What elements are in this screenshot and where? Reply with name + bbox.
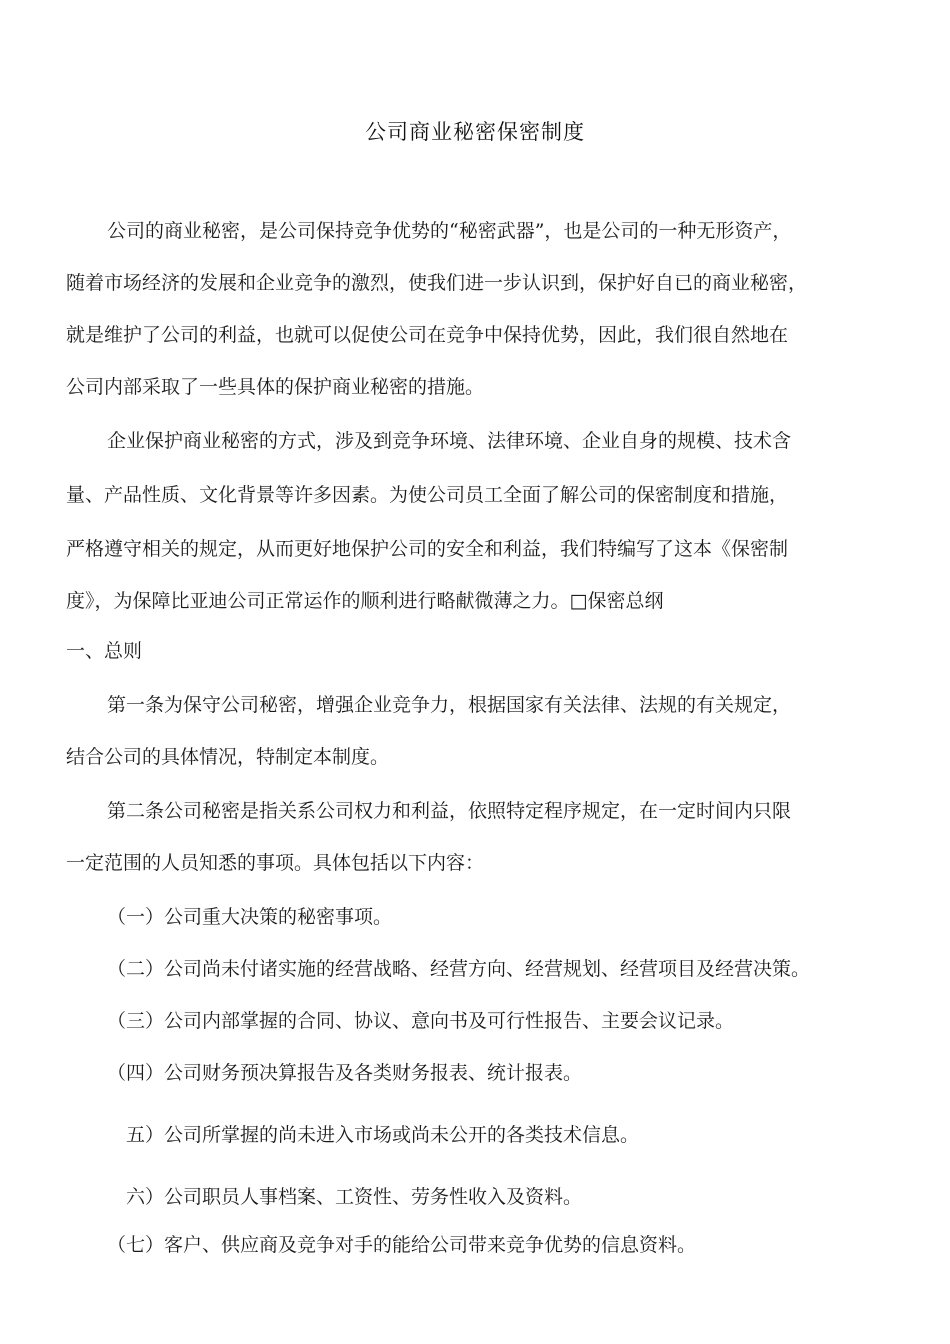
section-heading: 一、总则	[66, 640, 143, 662]
paragraph-line: 量、产品性质、文化背景等许多因素。为使公司员工全面了解公司的保密制度和措施，	[66, 484, 789, 506]
list-item: （三）公司内部掌握的合同、协议、意向书及可行性报告、主要会议记录。	[107, 1010, 735, 1032]
list-item: 五）公司所掌握的尚未进入市场或尚未公开的各类技术信息。	[126, 1124, 640, 1146]
paragraph-line: 公司的商业秘密，是公司保持竞争优势的“秘密武器”，也是公司的一种无形资产，	[107, 220, 792, 242]
paragraph-line: 企业保护商业秘密的方式，涉及到竞争环境、法律环境、企业自身的规模、技术含	[107, 430, 792, 452]
article-line: 第一条为保守公司秘密，增强企业竞争力，根据国家有关法律、法规的有关规定，	[107, 694, 792, 716]
list-item: （二）公司尚未付诸实施的经营战略、经营方向、经营规划、经营项目及经营决策。	[107, 958, 811, 980]
paragraph-line: 严格遵守相关的规定，从而更好地保护公司的安全和利益，我们特编写了这本《保密制	[66, 538, 789, 560]
list-item: （一）公司重大决策的秘密事项。	[107, 906, 393, 928]
paragraph-line: 公司内部采取了一些具体的保护商业秘密的措施。	[66, 376, 485, 398]
paragraph-line: 随着市场经济的发展和企业竞争的激烈，使我们进一步认识到，保护好自已的商业秘密，	[66, 272, 808, 294]
list-item: 六）公司职员人事档案、工资性、劳务性收入及资料。	[126, 1186, 583, 1208]
paragraph-line: 度》，为保障比亚迪公司正常运作的顺利进行略献微薄之力。□保密总纲	[66, 590, 664, 612]
article-line: 第二条公司秘密是指关系公司权力和利益，依照特定程序规定，在一定时间内只限	[107, 800, 792, 822]
list-item: （七）客户、供应商及竞争对手的能给公司带来竞争优势的信息资料。	[107, 1234, 697, 1256]
list-item: （四）公司财务预决算报告及各类财务报表、统计报表。	[107, 1062, 583, 1084]
document-title: 公司商业秘密保密制度	[365, 120, 585, 144]
article-line: 一定范围的人员知悉的事项。具体包括以下内容：	[66, 852, 485, 874]
article-line: 结合公司的具体情况，特制定本制度。	[66, 746, 390, 768]
paragraph-line: 就是维护了公司的利益，也就可以促使公司在竞争中保持优势，因此，我们很自然地在	[66, 324, 789, 346]
